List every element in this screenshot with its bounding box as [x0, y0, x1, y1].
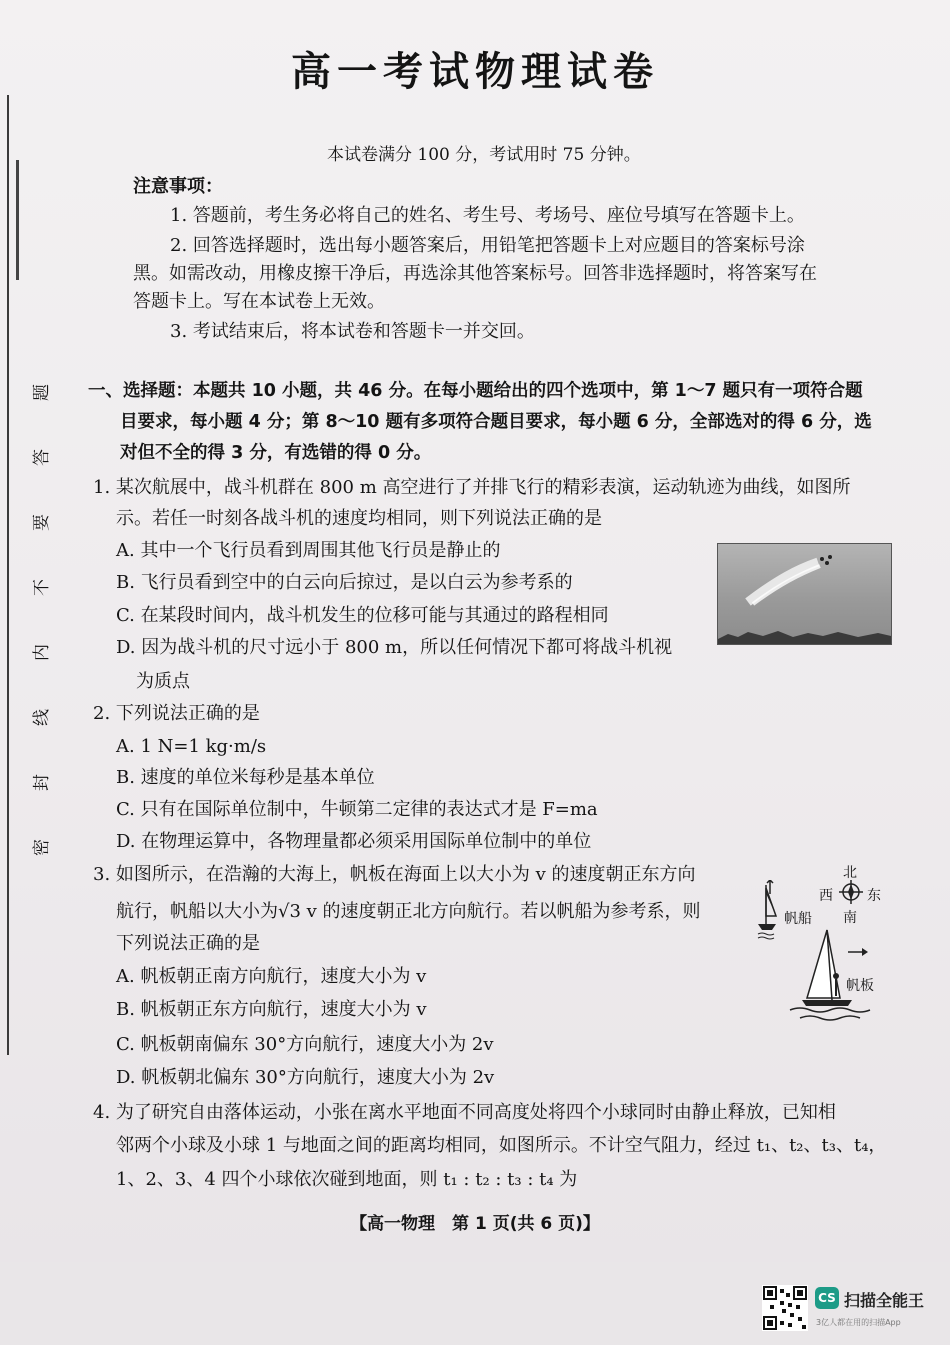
- q1-stem: 示。若任一时刻各战斗机的速度均相同，则下列说法正确的是: [116, 508, 602, 529]
- q3-stem: 3. 如图所示，在浩瀚的大海上，帆板在海面上以大小为 v 的速度朝正东方向: [93, 864, 696, 885]
- compass-north: 北: [843, 865, 857, 881]
- seal-char: 不: [31, 579, 52, 596]
- sailboat-sailboard-figure: [752, 880, 887, 1030]
- seal-char: 封: [31, 774, 52, 791]
- q2-option-c: C. 只有在国际单位制中，牛顿第二定律的表达式才是 F=ma: [116, 799, 598, 820]
- notice-heading: 注意事项：: [133, 176, 223, 197]
- seal-char: 要: [31, 514, 52, 531]
- section-header: 对但不全的得 3 分，有选错的得 0 分。: [120, 443, 432, 463]
- q4-stem: 4. 为了研究自由落体运动，小张在离水平地面不同高度处将四个小球同时由静止释放，已知相: [93, 1102, 836, 1123]
- section-header: 一、选择题：本题共 10 小题，共 46 分。在每小题给出的四个选项中，第 1～7 题只有一项符合题: [88, 381, 863, 401]
- q1-option-c: C. 在某段时间内，战斗机发生的位移可能与其通过的路程相同: [116, 605, 609, 626]
- q4-stem: 邻两个小球及小球 1 与地面之间的距离均相同，如图所示。不计空气阻力，经过 t₁、t₂、t₃、t₄，: [116, 1135, 887, 1156]
- notice-line: 3. 考试结束后，将本试卷和答题卡一并交回。: [170, 321, 535, 342]
- scanner-logo: CS: [815, 1287, 839, 1309]
- label-sailboat: 帆船: [784, 911, 812, 927]
- q3-stem: 航行，帆船以大小为√3 v 的速度朝正北方向航行。若以帆船为参考系，则: [116, 901, 701, 922]
- notice-line: 黑。如需改动，用橡皮擦干净后，再选涂其他答案标号。回答非选择题时，将答案写在: [133, 263, 817, 284]
- compass-west: 西: [819, 888, 833, 904]
- qr-code-icon: [762, 1285, 808, 1331]
- exam-subtitle: 本试卷满分 100 分，考试用时 75 分钟。: [327, 145, 641, 165]
- q1-option-b: B. 飞行员看到空中的白云向后掠过，是以白云为参考系的: [116, 572, 573, 593]
- page-footer: 【高一物理 第 1 页(共 6 页)】: [350, 1214, 600, 1234]
- scanner-brand: 扫描全能王: [844, 1291, 925, 1310]
- exam-title: 高一考试物理试卷: [291, 49, 659, 95]
- seal-line-text: [21, 380, 57, 860]
- binding-line: [7, 95, 9, 1055]
- seal-char: 答: [31, 449, 52, 466]
- q1-stem: 1. 某次航展中，战斗机群在 800 m 高空进行了并排飞行的精彩表演，运动轨迹为曲线，如图所: [93, 477, 851, 498]
- notice-line: 答题卡上。写在本试卷上无效。: [133, 291, 385, 312]
- q3-option-a: A. 帆板朝正南方向航行，速度大小为 v: [116, 966, 427, 987]
- q2-option-d: D. 在物理运算中，各物理量都必须采用国际单位制中的单位: [116, 831, 592, 852]
- jet-formation-photo: [717, 543, 892, 645]
- compass-south: 南: [843, 910, 857, 926]
- q1-option-d-cont: 为质点: [136, 671, 190, 692]
- q4-stem: 1、2、3、4 四个小球依次碰到地面，则 t₁ : t₂ : t₃ : t₄ 为: [116, 1169, 578, 1190]
- seal-char: 密: [31, 839, 52, 856]
- q2-option-b: B. 速度的单位米每秒是基本单位: [116, 767, 375, 788]
- compass-east: 东: [867, 888, 881, 904]
- q3-option-b: B. 帆板朝正东方向航行，速度大小为 v: [116, 999, 427, 1020]
- binding-mark: [16, 160, 19, 280]
- q3-option-c: C. 帆板朝南偏东 30°方向航行，速度大小为 2v: [116, 1034, 494, 1055]
- seal-char: 题: [31, 384, 52, 401]
- scanner-tagline: 3亿人都在用的扫描App: [816, 1318, 901, 1327]
- notice-line: 1. 答题前，考生务必将自己的姓名、考生号、考场号、座位号填写在答题卡上。: [170, 205, 805, 226]
- label-sailboard: 帆板: [846, 978, 874, 994]
- section-header: 目要求，每小题 4 分；第 8～10 题有多项符合题目要求，每小题 6 分，全部选对的得 6 分，选: [120, 412, 872, 432]
- seal-char: 线: [31, 709, 52, 726]
- q2-stem: 2. 下列说法正确的是: [93, 703, 260, 724]
- seal-char: 内: [31, 644, 52, 661]
- q3-option-d: D. 帆板朝北偏东 30°方向航行，速度大小为 2v: [116, 1067, 495, 1088]
- notice-line: 2. 回答选择题时，选出每小题答案后，用铅笔把答题卡上对应题目的答案标号涂: [170, 235, 805, 256]
- q1-option-d: D. 因为战斗机的尺寸远小于 800 m，所以任何情况下都可将战斗机视: [116, 637, 673, 658]
- q2-option-a: A. 1 N=1 kg·m/s: [116, 736, 267, 757]
- q3-stem: 下列说法正确的是: [116, 933, 260, 954]
- q1-option-a: A. 其中一个飞行员看到周围其他飞行员是静止的: [116, 540, 501, 561]
